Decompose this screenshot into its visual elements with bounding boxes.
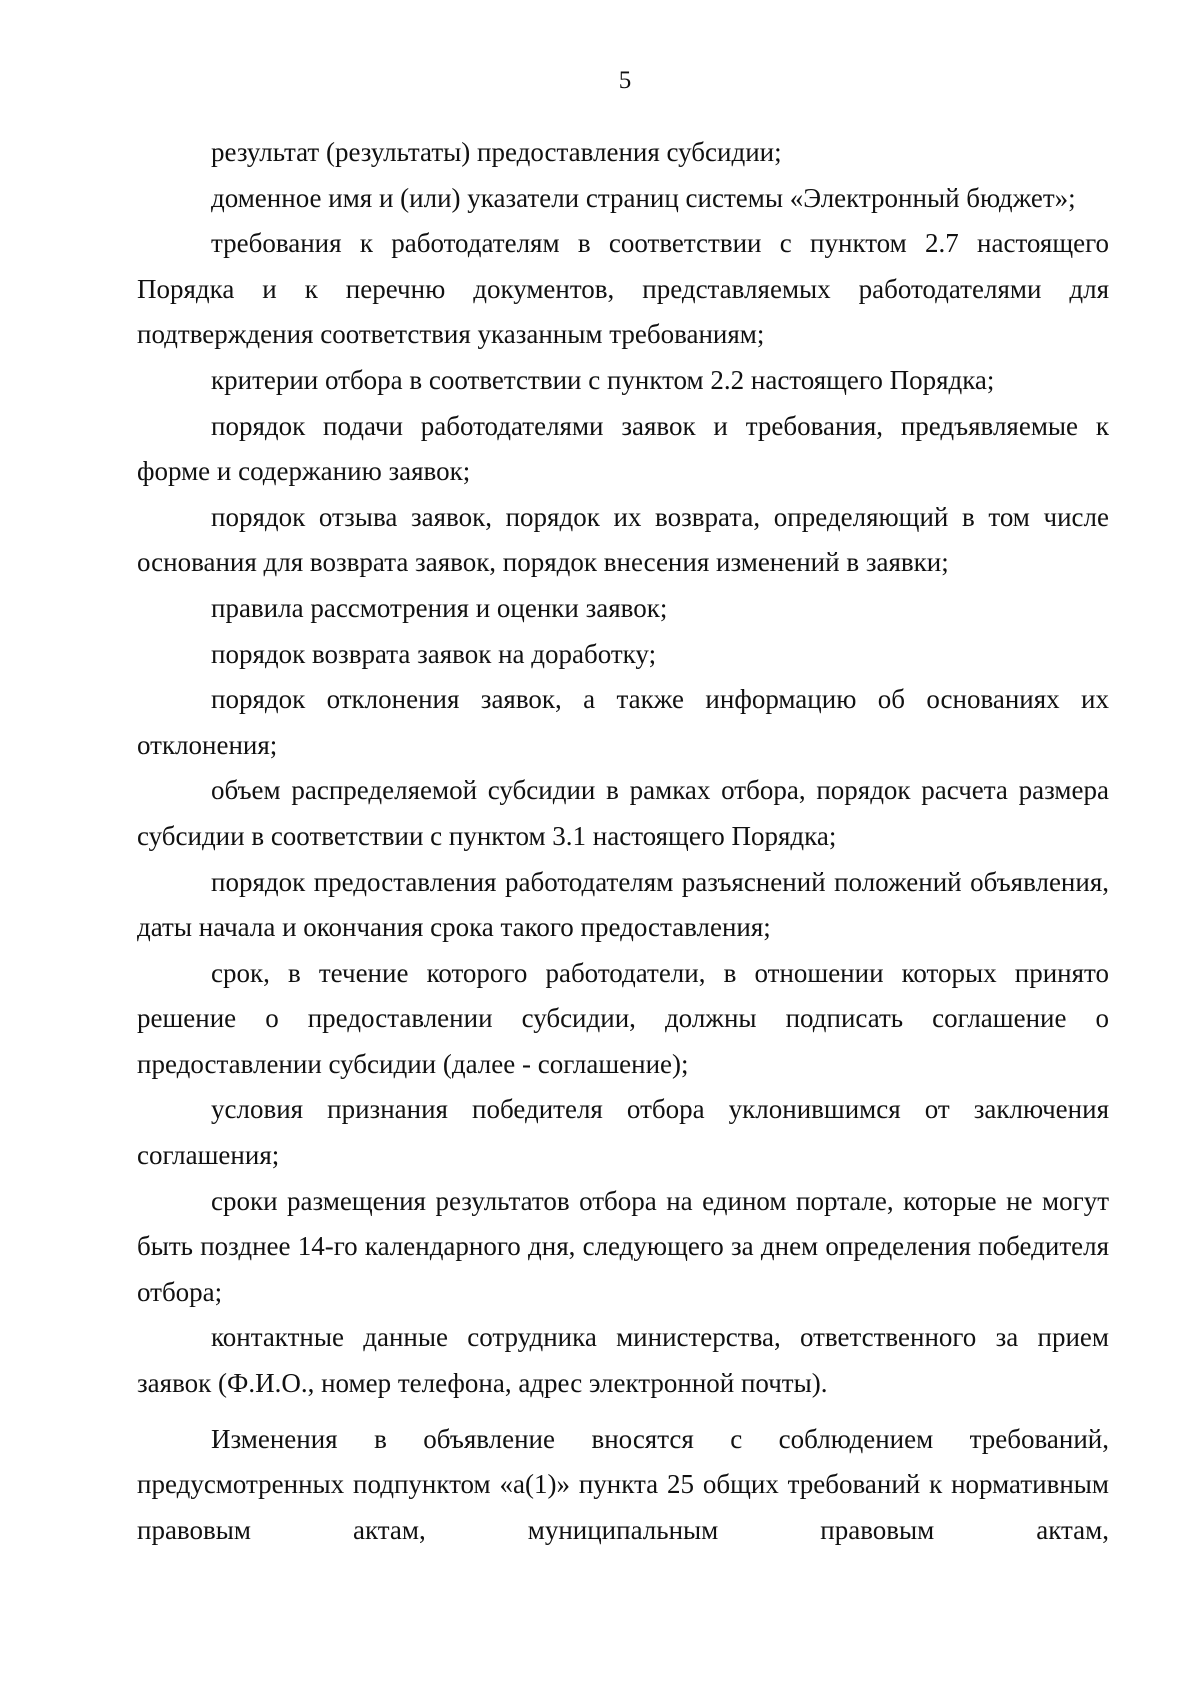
paragraph-contact-details: контактные данные сотрудника министерства, ответственного за прием заявок (Ф.И.О., номер телефона, адрес электронной почты). [137, 1322, 1109, 1399]
paragraph-application-withdrawal: порядок отзыва заявок, порядок их возврата, определяющий в том числе основания для возврата заявок, порядок внесения изменений в заявки; [137, 501, 1109, 578]
paragraph-review-rules: правила рассмотрения и оценки заявок; [211, 592, 668, 623]
paragraph-application-submission: порядок подачи работодателями заявок и требования, предъявляемые к форме и содержанию заявок; [137, 410, 1109, 487]
paragraph-announcement-changes: Изменения в объявление вносятся с соблюдением требований, предусмотренных подпунктом «а(1)» пункта 25 общих требований к нормативным правовым актам, муниципальным правовым актам, [137, 1423, 1109, 1545]
paragraph-domain-name: доменное имя и (или) указатели страниц системы «Электронный бюджет»; [211, 182, 1076, 213]
paragraph-return-for-revision: порядок возврата заявок на доработку; [211, 638, 657, 669]
paragraph-results-publication: сроки размещения результатов отбора на едином портале, которые не могут быть позднее 14-го календарного дня, следующего за днем определения победителя отбора; [137, 1185, 1109, 1307]
paragraph-evasion-conditions: условия признания победителя отбора уклонившимся от заключения соглашения; [137, 1094, 1109, 1171]
paragraph-rejection: порядок отклонения заявок, а также информацию об основаниях их отклонения; [137, 684, 1109, 760]
document-body [137, 130, 1109, 1553]
paragraph-employer-requirements: требования к работодателям в соответствии с пунктом 2.7 настоящего Порядка и к перечню документов, представляемых работодателями для подтверждения соответствия указанным требованиям; [137, 228, 1109, 350]
paragraph-clarifications: порядок предоставления работодателям разъяснений положений объявления, даты начала и окончания срока такого предоставления; [137, 866, 1109, 943]
paragraph-subsidy-result: результат (результаты) предоставления субсидии; [211, 137, 782, 167]
paragraph-agreement-deadline: срок, в течение которого работодатели, в отношении которых принято решение о предоставлении субсидии, должны подписать соглашение о предоставлении субсидии (далее - соглашение); [137, 957, 1109, 1079]
paragraph-subsidy-volume: объем распределяемой субсидии в рамках отбора, порядок расчета размера субсидии в соответствии с пунктом 3.1 настоящего Порядка; [137, 775, 1109, 851]
paragraph-selection-criteria: критерии отбора в соответствии с пунктом 2.2 настоящего Порядка; [211, 364, 995, 395]
page-number: 5 [618, 67, 632, 94]
